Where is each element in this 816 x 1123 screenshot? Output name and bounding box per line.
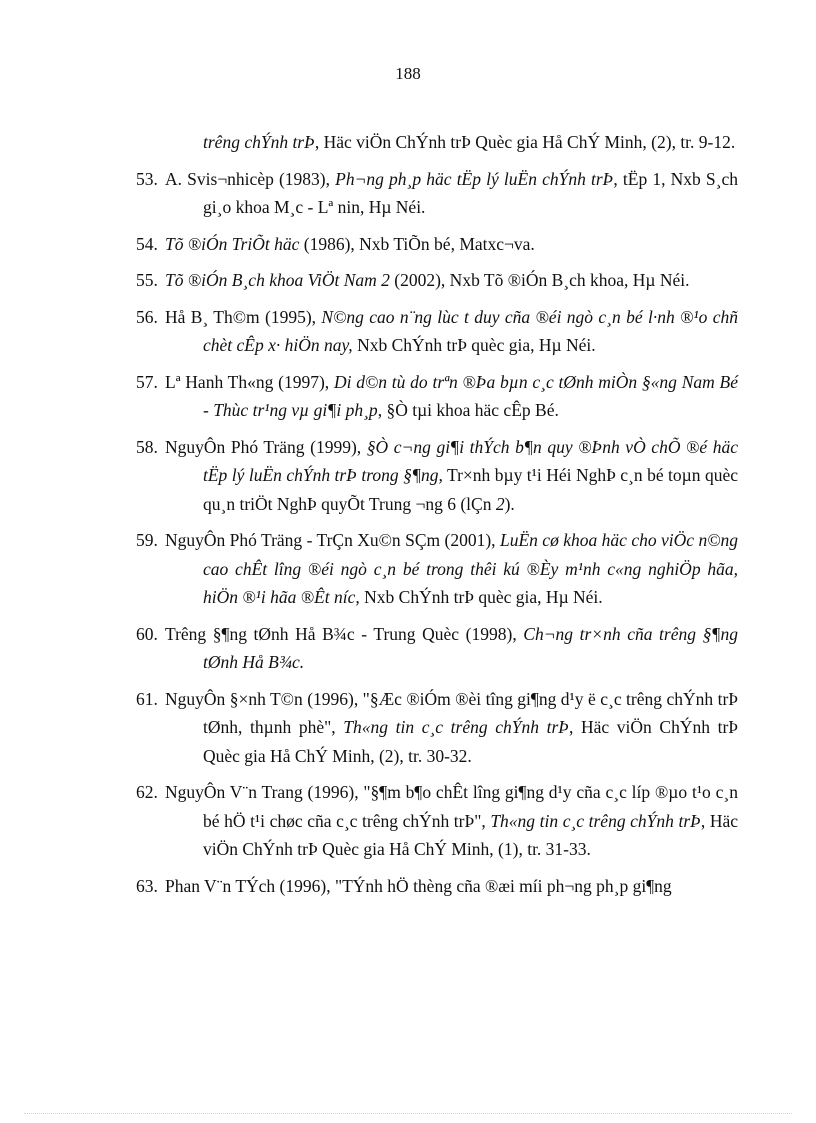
reference-text: Hå B¸ Th©m (1995), <box>165 306 322 327</box>
reference-continuation <box>136 128 738 157</box>
reference-entry <box>136 230 738 259</box>
reference-text: (2002), Nxb Tõ ®iÓn B¸ch khoa, Hµ Néi. <box>389 270 690 290</box>
reference-title-text: Tõ ®iÓn TriÕt häc <box>165 233 300 254</box>
reference-text: A. Svis¬nhicèp (1983), <box>165 168 336 189</box>
reference-entry <box>136 685 738 771</box>
reference-entry <box>136 433 738 519</box>
reference-text: NguyÔn §×nh T©n (1996), "§Æc ®iÓm ®èi tîng gi¶ng d¹y ë c¸c trêng chÝnh trÞ tØnh, thµnh phè", <box>165 688 738 737</box>
reference-title-text: N©ng cao n¨ng lùc t duy cña ®éi ngò c¸n bé l·nh ®¹o chñ chèt cÊp x· hiÖn nay, <box>203 306 738 355</box>
reference-title-text: Th«ng tin c¸c trêng chÝnh trÞ <box>343 717 569 737</box>
reference-title-text: Th«ng tin c¸c trêng chÝnh trÞ <box>490 810 701 831</box>
reference-text: Nxb ChÝnh trÞ quèc gia, Hµ Néi. <box>352 335 596 355</box>
reference-title-text: Ph¬ng ph¸p häc tËp lý luËn chÝnh trÞ <box>335 168 614 189</box>
reference-text: Nxb ChÝnh trÞ quèc gia, Hµ Néi. <box>359 587 603 607</box>
page-number: 188 <box>395 64 421 83</box>
reference-entry <box>136 526 738 612</box>
reference-entry <box>136 620 738 677</box>
reference-title-text: Tõ ®iÓn B¸ch khoa ViÖt Nam 2 <box>165 270 390 290</box>
reference-entry <box>136 266 738 295</box>
reference-title-text: Di d©n tù do trªn ®Þa bµn c¸c tØnh miÒn §«ng Nam Bé - Thùc tr¹ng vµ gi¶i ph¸p <box>203 371 738 420</box>
reference-title-text: Ch¬ng tr×nh cña trêng §¶ng tØnh Hå B¾c. <box>203 623 738 672</box>
reference-entry <box>136 165 738 222</box>
reference-title-text: 2 <box>495 493 505 514</box>
reference-text: NguyÔn Phó Träng (1999), <box>165 436 367 457</box>
reference-text: NguyÔn Phó Träng - TrÇn Xu©n SÇm (2001), <box>165 530 500 550</box>
reference-text: Phan V¨n TÝch (1996), "TÝnh hÖ thèng cña ®æi míi ph¬ng ph¸p gi¶ng <box>165 875 672 896</box>
reference-text: , §Ò tµi khoa häc cÊp Bé. <box>377 400 559 420</box>
reference-number: 56. <box>136 306 158 327</box>
reference-number: 55. <box>136 270 158 290</box>
reference-text: , Häc viÖn ChÝnh trÞ Quèc gia Hå ChÝ Minh, (2), tr. 30-32. <box>203 717 739 766</box>
reference-number: 57. <box>136 371 158 392</box>
reference-text: NguyÔn V¨n Trang (1996), "§¶m b¶o chÊt lîng gi¶ng d¹y cña c¸c líp ®µo t¹o c¸n bé hÖ t¹i chøc cña c¸c trêng chÝnh trÞ", <box>165 782 738 831</box>
reference-text: , Häc viÖn ChÝnh trÞ Quèc gia Hå ChÝ Minh, (2), tr. 9-12. <box>314 132 736 152</box>
reference-number: 54. <box>136 233 158 254</box>
reference-number: 53. <box>136 168 158 189</box>
reference-entry <box>136 872 738 901</box>
reference-text: ). <box>504 493 515 514</box>
page-bottom-divider <box>24 1113 792 1114</box>
reference-entry <box>136 303 738 360</box>
reference-title-text: trêng chÝnh trÞ <box>203 132 315 152</box>
reference-number: 62. <box>136 782 158 802</box>
reference-title-text: LuËn cø khoa häc cho viÖc n©ng cao chÊt lîng ®éi ngò c¸n bé trong thêi kú ®Èy m¹nh c«ng nghiÖp hãa, hiÖn ®¹i hãa ®Êt níc, <box>203 530 738 607</box>
reference-list <box>136 128 738 908</box>
reference-text: , tËp 1, Nxb S¸ch gi¸o khoa M¸c - Lª nin, Hµ Néi. <box>203 168 738 217</box>
reference-number: 59. <box>136 530 158 550</box>
reference-number: 61. <box>136 688 158 709</box>
reference-title-text: §Ò c¬ng gi¶i thÝch b¶n quy ®Þnh vÒ chÕ ®é häc tËp lý luËn chÝnh trÞ trong §¶ng, <box>203 436 738 485</box>
reference-entry <box>136 778 738 864</box>
reference-text: , Häc viÖn ChÝnh trÞ Quèc gia Hå ChÝ Minh, (1), tr. 31-33. <box>203 810 738 859</box>
reference-number: 63. <box>136 875 158 896</box>
reference-text: (1986), Nxb TiÕn bé, Matxc¬va. <box>299 233 535 254</box>
reference-text: Lª Hanh Th«ng (1997), <box>165 371 334 392</box>
reference-number: 58. <box>136 436 158 457</box>
reference-entry <box>136 368 738 425</box>
reference-text: Tr×nh bµy t¹i Héi NghÞ c¸n bé toµn quèc qu¸n triÖt NghÞ quyÕt Trung ¬ng 6 (lÇn <box>203 465 738 514</box>
reference-number: 60. <box>136 623 158 644</box>
reference-text: Trêng §¶ng tØnh Hå B¾c - Trung Quèc (1998), <box>165 623 524 644</box>
